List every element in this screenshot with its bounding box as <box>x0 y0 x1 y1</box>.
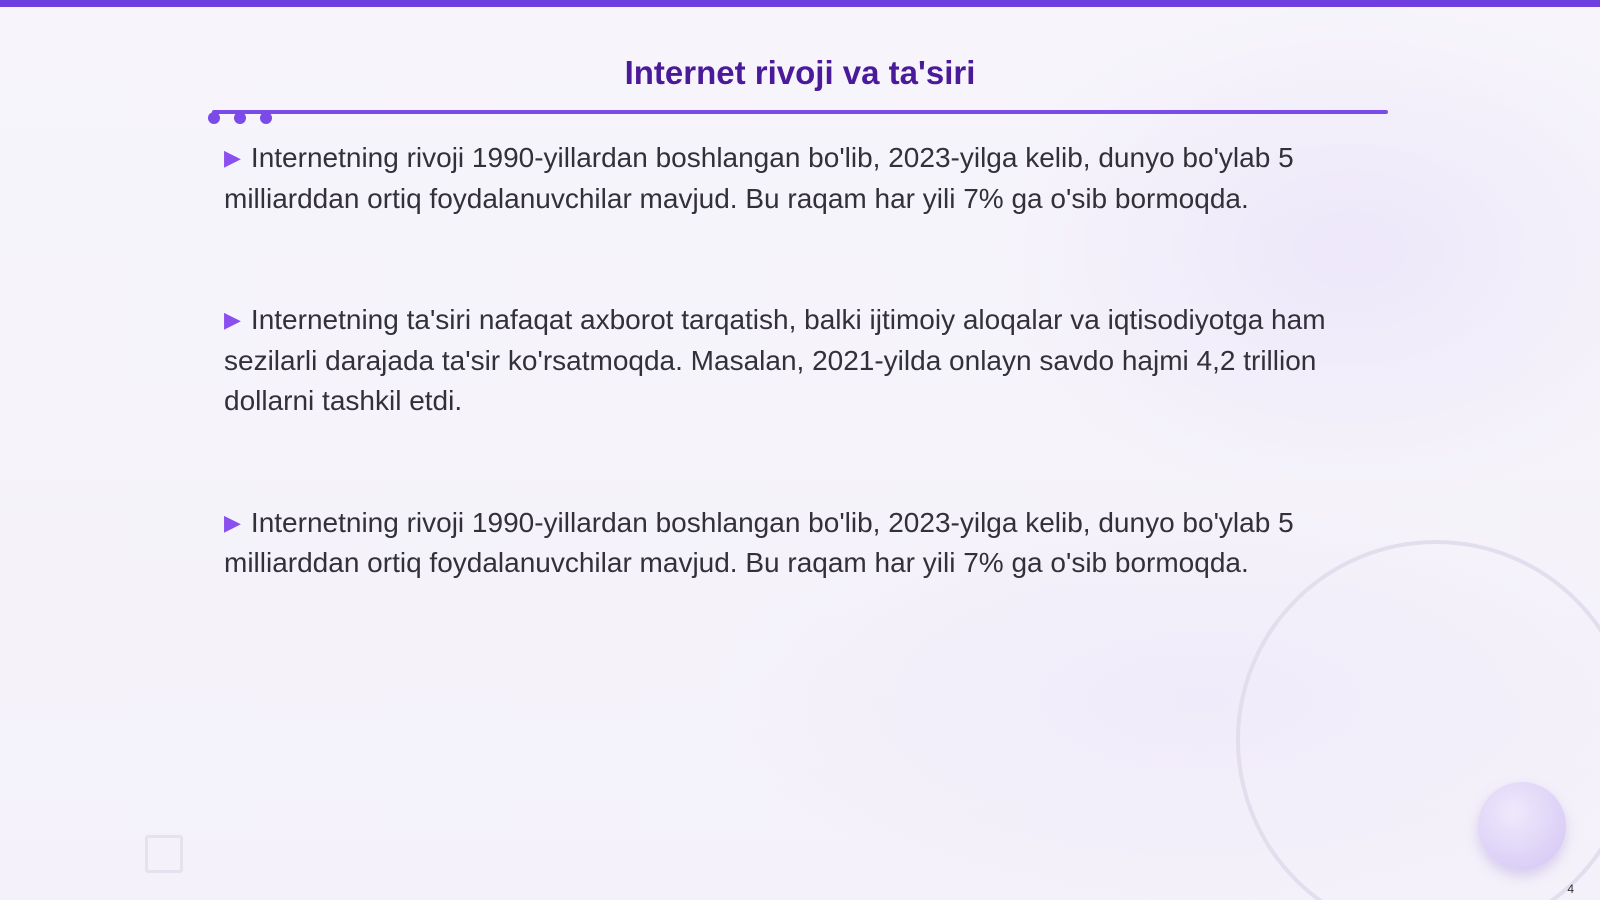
slide-content <box>224 138 1374 665</box>
paragraph-2 <box>224 300 1374 422</box>
slide-title: Internet rivoji va ta'siri <box>624 54 976 91</box>
paragraph-text: Internetning rivoji 1990-yillardan boshlangan bo'lib, 2023-yilga kelib, dunyo bo'ylab 5 milliarddan ortiq foydalanuvchilar mavjud. Bu raqam har yili 7% ga o'sib bormoqda. <box>224 142 1294 214</box>
paragraph-text: Internetning ta'siri nafaqat axborot tarqatish, balki ijtimoiy aloqalar va iqtisodiyotga ham sezilarli darajada ta'sir ko'rsatmoqda. Masalan, 2021-yilda onlayn savdo hajmi 4,2 trillion dollarni tashkil etdi. <box>224 304 1326 416</box>
triangle-bullet-icon: ▶ <box>224 145 241 170</box>
triangle-bullet-icon: ▶ <box>224 307 241 332</box>
page-number: 4 <box>1567 882 1574 896</box>
decorative-sphere <box>1478 782 1566 870</box>
decorative-dot-2 <box>234 112 246 124</box>
triangle-bullet-icon: ▶ <box>224 509 241 535</box>
paragraph-text: Internetning rivoji 1990-yillardan boshlangan bo'lib, 2023-yilga kelib, dunyo bo'ylab 5 milliarddan ortiq foydalanuvchilar mavjud. Bu raqam har yili 7% ga o'sib bormoqda. <box>224 506 1294 578</box>
decorative-dot-3 <box>260 112 272 124</box>
top-accent-bar <box>0 0 1600 7</box>
paragraph-3 <box>224 503 1374 584</box>
decorative-square <box>145 835 183 873</box>
decorative-dot-1 <box>208 112 220 124</box>
title-underline <box>212 110 1388 114</box>
paragraph-1 <box>224 138 1374 219</box>
